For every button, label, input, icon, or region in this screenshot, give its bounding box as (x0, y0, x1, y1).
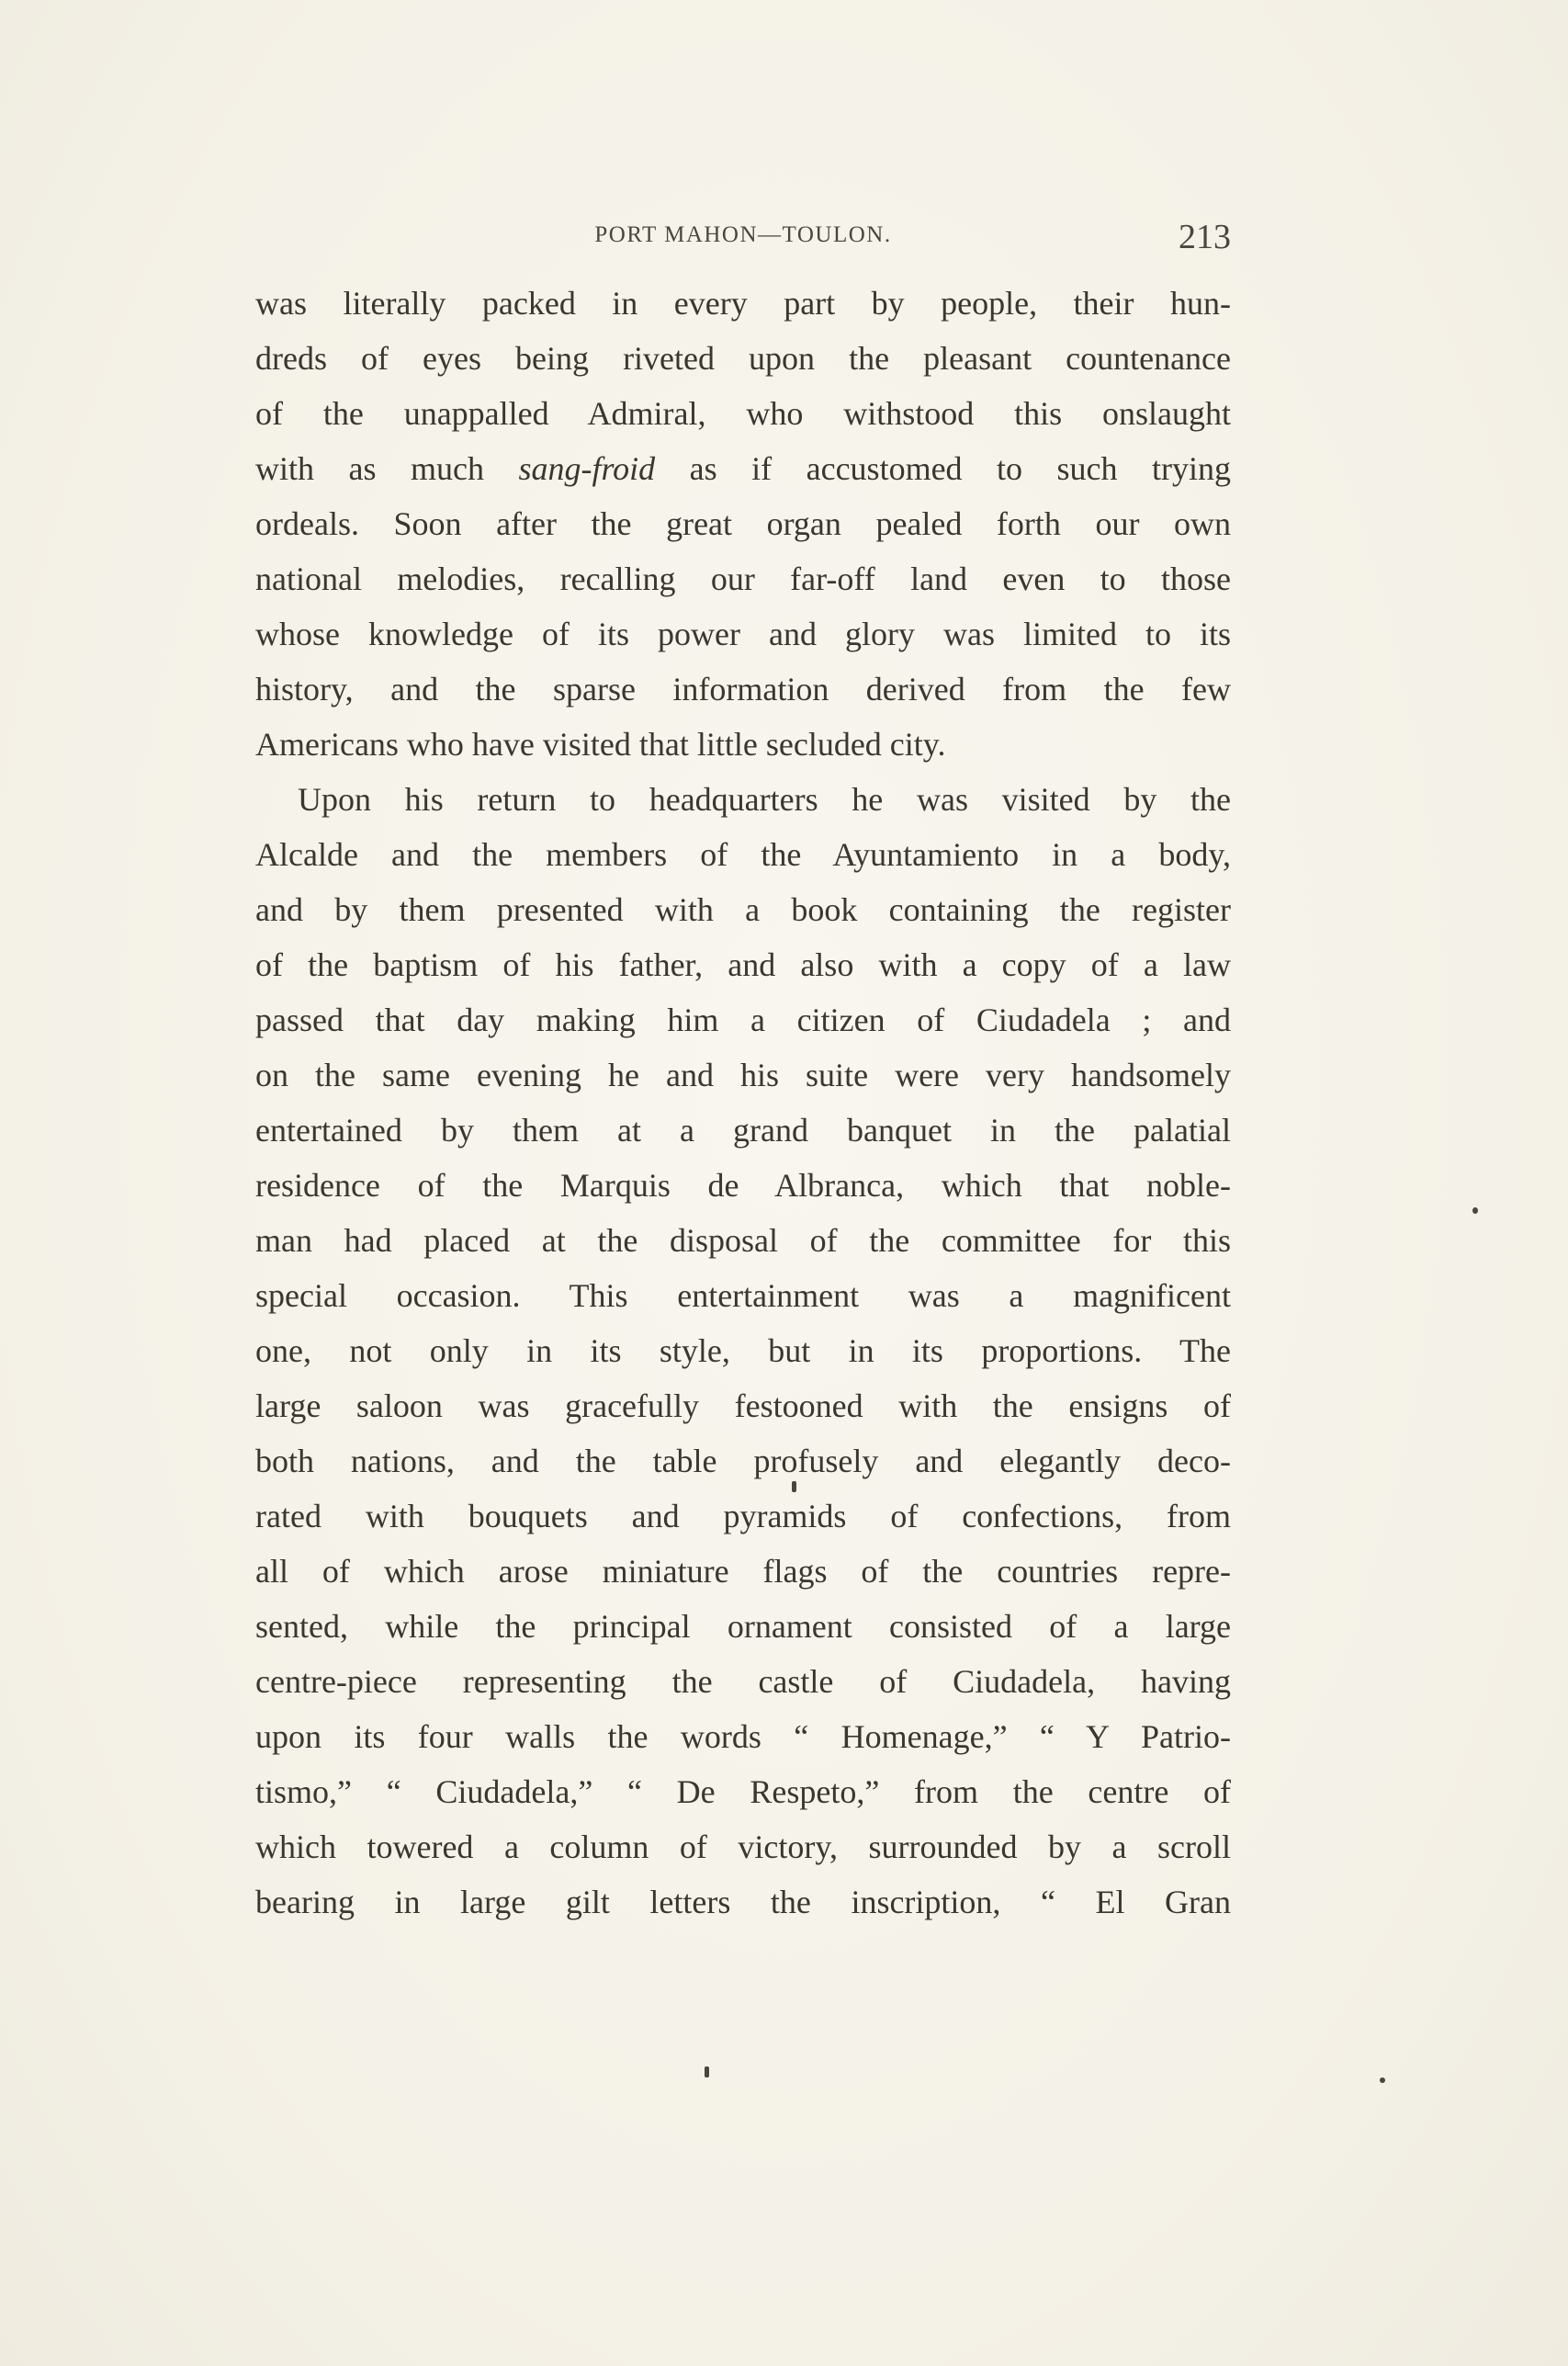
italic-phrase: sang-froid (518, 450, 656, 487)
text-line: Upon his return to headquarters he was visited by the (298, 781, 1231, 818)
text-line: one, not only in its style, but in its proportions. The (255, 1332, 1231, 1369)
text-line: tismo,” “ Ciudadela,” “ De Respeto,” from the centre of (255, 1773, 1231, 1810)
ink-speck (1472, 1207, 1478, 1214)
text-line: residence of the Marquis de Albranca, which that noble- (255, 1167, 1231, 1204)
text-line: was literally packed in every part by people, their hun- (255, 285, 1231, 322)
text-line: of the unappalled Admiral, who withstood this onslaught (255, 395, 1231, 432)
text-line: whose knowledge of its power and glory was limited to its (255, 616, 1231, 652)
text-line: all of which arose miniature flags of the countries repre- (255, 1553, 1231, 1590)
text-line (255, 441, 1231, 496)
text-line: upon its four walls the words “ Homenage,” “ Y Patrio- (255, 1718, 1231, 1755)
text-line: passed that day making him a citizen of Ciudadela ; and (255, 1002, 1231, 1038)
page-number: 213 (1179, 218, 1231, 256)
text-line: which towered a column of victory, surrounded by a scroll (255, 1828, 1231, 1865)
text-line: entertained by them at a grand banquet in the palatial (255, 1112, 1231, 1149)
text-line: both nations, and the table profusely and elegantly deco- (255, 1443, 1231, 1479)
text-span: with as much (255, 450, 484, 487)
text-span: as if accustomed to such trying (689, 450, 1231, 487)
text-line: history, and the sparse information derived from the few (255, 671, 1231, 708)
ink-speck (792, 1481, 796, 1492)
text-line: special occasion. This entertainment was a magnificent (255, 1277, 1231, 1314)
text-line: ordeals. Soon after the great organ pealed forth our own (255, 505, 1231, 542)
text-line: sented, while the principal ornament consisted of a large (255, 1608, 1231, 1645)
text-line: man had placed at the disposal of the committee for this (255, 1222, 1231, 1259)
text-line: Americans who have visited that little secluded city. (255, 726, 946, 763)
text-line: large saloon was gracefully festooned with the ensigns of (255, 1387, 1231, 1424)
text-line: rated with bouquets and pyramids of confections, from (255, 1498, 1231, 1534)
body-text (255, 276, 1231, 1930)
text-line: on the same evening he and his suite were very handsomely (255, 1057, 1231, 1093)
text-line: national melodies, recalling our far-off land even to those (255, 560, 1231, 597)
text-line: centre-piece representing the castle of Ciudadela, having (255, 1663, 1231, 1700)
page-header (255, 217, 1231, 254)
text-line: bearing in large gilt letters the inscription, “ El Gran (255, 1884, 1231, 1920)
text-line: of the baptism of his father, and also with a copy of a law (255, 946, 1231, 983)
running-head: PORT MAHON—TOULON. (594, 222, 892, 247)
text-line: and by them presented with a book containing the register (255, 891, 1231, 928)
ink-speck (705, 2066, 709, 2077)
text-line: dreds of eyes being riveted upon the pleasant countenance (255, 340, 1231, 377)
ink-speck (1380, 2077, 1385, 2083)
text-line: Alcalde and the members of the Ayuntamiento in a body, (255, 836, 1231, 873)
